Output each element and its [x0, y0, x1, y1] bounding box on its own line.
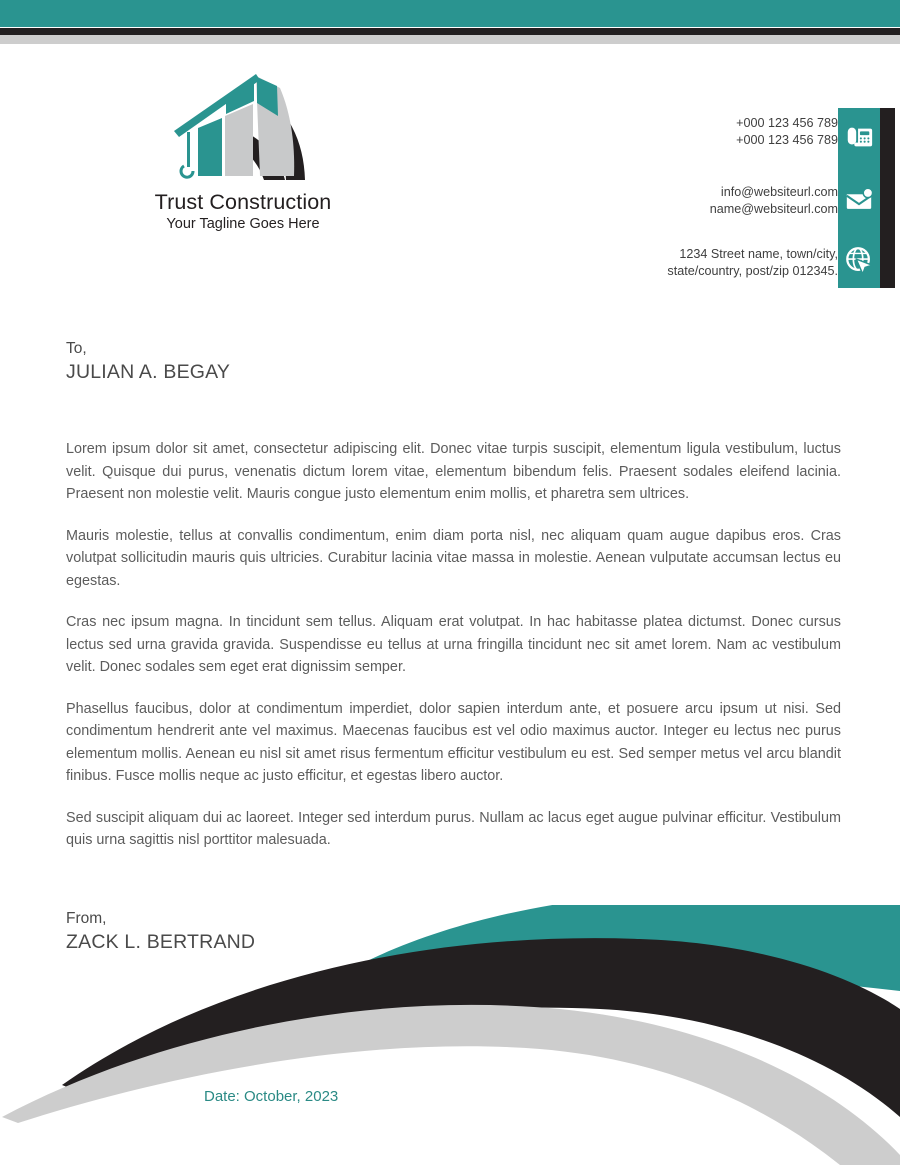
email-line-2[interactable]: name@websiteurl.com	[709, 202, 838, 216]
phone-line-1: +000 123 456 789	[736, 116, 838, 130]
from-label: From,	[66, 909, 107, 927]
letter-body	[66, 338, 841, 956]
email-group	[508, 184, 838, 218]
top-banner-teal-band	[0, 0, 900, 27]
footer-wave-decoration	[0, 905, 900, 1165]
contact-block	[480, 108, 900, 288]
icon-rail-black-edge	[880, 108, 895, 288]
company-logo-block	[98, 72, 388, 232]
company-name: Trust Construction	[154, 190, 332, 214]
paragraph: Lorem ipsum dolor sit amet, consectetur adipiscing elit. Donec vitae turpis suscipit, elementum ligula vestibulum, luctus velit. Quisque dui purus, venenatis dictum lorem vitae, elementum bibendum felis. Praesent sodales eleifend lacinia. Praesent non molestie velit. Mauris congue justo elementum enim mollis, et pharetra sem ultrices.	[66, 441, 841, 502]
globe-location-icon	[844, 245, 874, 275]
paragraph: Mauris molestie, tellus at convallis condimentum, enim diam porta nisl, nec aliquam quam augue dapibus eros. Cras volutpat sollicitudin mauris quis ultricies. Curabitur lacinia vitae massa in molestie. Aenean vulputate accumsan lectus eu egestas.	[66, 527, 841, 589]
address-line-1: 1234 Street name, town/city,	[679, 247, 838, 261]
top-banner-black-band	[0, 28, 900, 35]
email-line-1[interactable]: info@websiteurl.com	[720, 185, 838, 199]
recipient-name: JULIAN A. BEGAY	[66, 361, 231, 383]
paragraph: Sed suscipit aliquam dui ac laoreet. Integer sed interdum purus. Nullam ac lacus eget augue pulvinar efficitur. Vestibulum quis urna sagittis nisl porttitor malesuada.	[66, 809, 841, 848]
top-banner-gray-band	[0, 35, 900, 44]
paragraph: Phasellus faucibus, dolor at condimentum imperdiet, dolor sapien interdum ante, et posuere arcu ipsum ut nisi. Sed condimentum hendrerit ante vel maximus. Maecenas faucibus est vel odio maximus auctor. Integer eu lectus nec purus elementum mollis. Aenean eu nisl sit amet risus fermentum efficitur vestibulum eu est. Sed semper metus vel arcu blandit finibus. Fusce mollis neque ac justo efficitur, et egestas libero auctor.	[66, 700, 841, 784]
phone-group	[508, 115, 838, 149]
contact-icon-rail	[838, 108, 880, 288]
to-label: To,	[66, 340, 87, 357]
company-tagline: Your Tagline Goes Here	[166, 216, 320, 232]
address-line-2: state/country, post/zip 012345.	[667, 264, 838, 278]
recipient-block	[66, 338, 841, 386]
letter-date: Date: October, 2023	[204, 1088, 339, 1105]
construction-building-crane-icon	[168, 72, 318, 184]
address-group	[508, 246, 838, 280]
phone-line-2: +000 123 456 789	[736, 133, 838, 147]
envelope-icon	[844, 184, 874, 214]
top-banner	[0, 0, 900, 44]
sender-name: ZACK L. BERTRAND	[66, 930, 256, 953]
paragraph: Cras nec ipsum magna. In tincidunt sem tellus. Aliquam erat volutpat. In hac habitasse platea dictumst. Donec cursus lectus sed urna gravida gravida. Suspendisse eu tellus at urna fringilla tincidunt nec sit amet lorem. Nam ac vestibulum velit. Donec sodales sem eget erat dignissim semper.	[66, 614, 841, 675]
letter-paragraphs	[66, 438, 841, 852]
desk-phone-icon	[844, 122, 874, 152]
